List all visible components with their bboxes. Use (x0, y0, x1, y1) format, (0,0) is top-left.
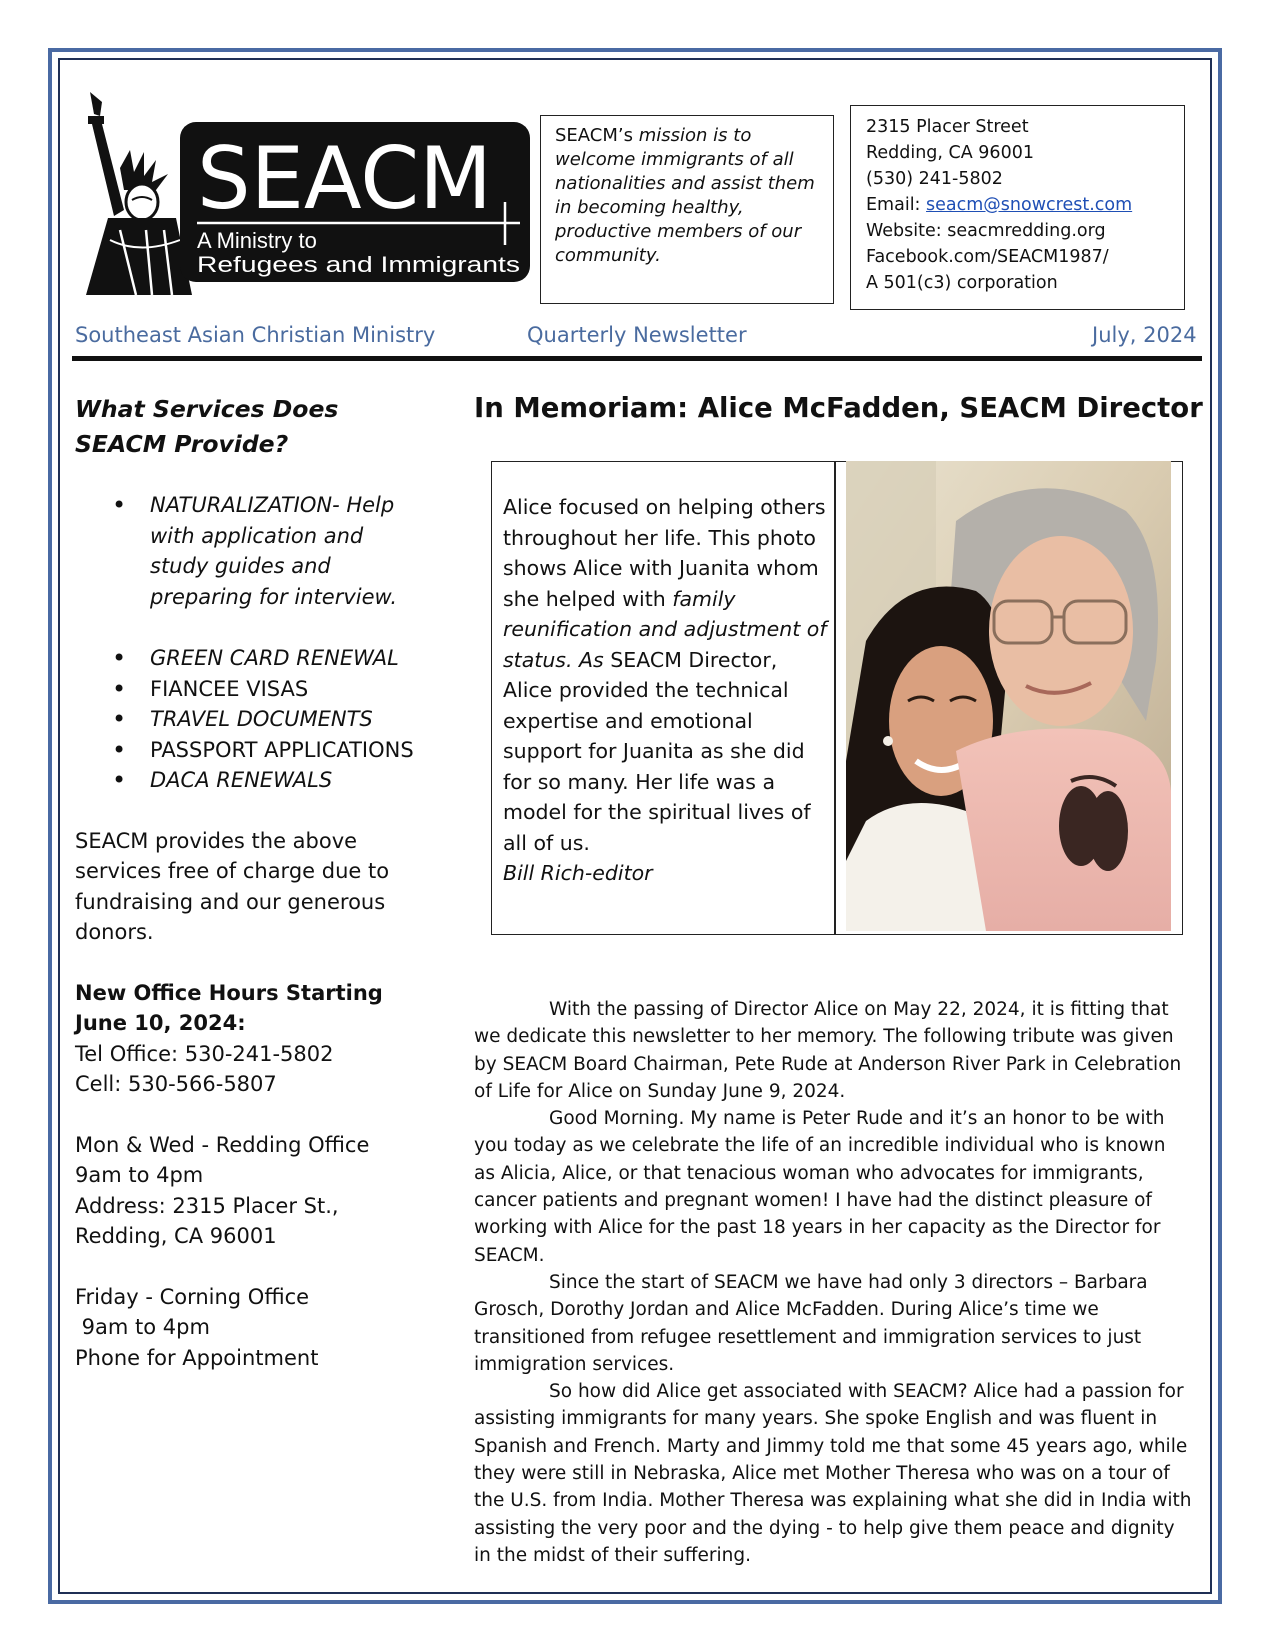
tribute-article (474, 996, 1192, 1569)
contact-box (850, 105, 1185, 310)
list-item: • PASSPORT APPLICATIONS (75, 735, 420, 766)
address-phone: (530) 241-5802 (866, 169, 1003, 189)
office-tel: Tel Office: 530-241-5802 (75, 1041, 334, 1066)
article-paragraph: Since the start of SEACM we have had only 3 directors – Barbara Grosch, Dorothy Jordan and Alice McFadden. During Alice’s time we transitioned from refugee resettlement and immigration services to just immigration services. (474, 1271, 1148, 1375)
mission-box (540, 115, 834, 304)
services-list (75, 490, 420, 796)
header-rule (72, 356, 1202, 361)
corning-days: Friday - Corning Office (75, 1284, 310, 1309)
memorial-divider (834, 461, 836, 935)
services-heading (75, 392, 420, 462)
services-heading-line2: SEACM Provide? (75, 430, 289, 458)
redding-time: 9am to 4pm (75, 1163, 204, 1187)
free-services-note: SEACM provides the above services free of charge due to fundraising and our generous donors. (75, 828, 390, 944)
photo-alice-and-juanita (846, 461, 1171, 931)
list-item: • TRAVEL DOCUMENTS (75, 704, 420, 735)
subheader-org: Southeast Asian Christian Ministry (75, 323, 436, 347)
address-street: 2315 Placer Street (866, 117, 1029, 137)
logo-tagline-line1: A Ministry to (197, 228, 317, 253)
caption-italic: family reunification and adjustment of status. As (503, 586, 827, 672)
list-item: • GREEN CARD RENEWAL (75, 643, 420, 674)
caption-part1: Alice focused on helping others throughout her life. This photo shows Alice with Juanita whom she helped with (503, 495, 826, 611)
list-item: • NATURALIZATION- Help with application and study guides and preparing for interview. (75, 490, 420, 612)
memorial-caption (503, 492, 833, 889)
logo-tagline-line2: Refugees and Immigrants (197, 252, 520, 277)
address-website: Website: seacmredding.org (866, 221, 1106, 241)
mission-lead: SEACM’s (555, 125, 633, 146)
statue-of-liberty-icon (86, 92, 192, 295)
logo-name: SEACM (197, 129, 492, 229)
memorial-title: In Memoriam: Alice McFadden, SEACM Director (474, 392, 1203, 424)
list-item: • DACA RENEWALS (75, 765, 420, 796)
left-column (75, 392, 420, 1373)
office-cell: Cell: 530-566-5807 (75, 1072, 277, 1096)
article-paragraph: So how did Alice get associated with SEACM? Alice had a passion for assisting immigrants for many years. She spoke English and was fluent in Spanish and French. Marty and Jimmy told me that some 45 years ago, while they were still in Nebraska, Alice met Mother Theresa who was on a tour of the U.S. from India. Mother Theresa was explaining what she did in India with assisting the very poor and the dying - to help give them peace and dignity in the midst of their suffering. (474, 1381, 1192, 1566)
editor-signature: Bill Rich-editor (503, 861, 653, 885)
corning-note: Phone for Appointment (75, 1345, 319, 1370)
mission-text: mission is to welcome immigrants of all nationalities and assist them in becoming healthy, productive members of our community. (555, 125, 815, 266)
redding-days: Mon & Wed - Redding Office (75, 1132, 370, 1157)
article-paragraph: With the passing of Director Alice on May 22, 2024, it is fitting that we dedicate this newsletter to her memory. The following tribute was given by SEACM Board Chairman, Pete Rude at Anderson River Park in Celebration of Life for Alice on Sunday June 9, 2024. (474, 999, 1182, 1102)
subheader-date: July, 2024 (1092, 323, 1197, 347)
list-item: • FIANCEE VISAS (75, 674, 420, 705)
article-paragraph: Good Morning. My name is Peter Rude and it’s an honor to be with you today as we celebrate the life of an incredible individual who is known as Alicia, Alice, or that tenacious woman who advocates for immigrants, cancer patients and pregnant women! I have had the distinct pleasure of working with Alice for the past 18 years in her capacity as the Director for SEACM. (474, 1108, 1166, 1266)
email-label: Email: (866, 195, 921, 215)
services-heading-line1: What Services Does (75, 395, 339, 423)
email-link[interactable]: seacm@snowcrest.com (926, 195, 1133, 215)
subheader-type: Quarterly Newsletter (527, 323, 747, 347)
address-corp: A 501(c3) corporation (866, 273, 1058, 293)
address-city: Redding, CA 96001 (866, 143, 1034, 163)
redding-address-2: Redding, CA 96001 (75, 1224, 277, 1248)
office-hours-heading: New Office Hours Starting June 10, 2024: (75, 980, 383, 1035)
caption-part2: SEACM Director, Alice provided the technical expertise and emotional support for Juanita as she did for so many. Her life was a model for the spiritual lives of all of us. (503, 647, 811, 855)
seacm-logo (80, 90, 530, 295)
redding-address-1: Address: 2315 Placer St., (75, 1193, 339, 1218)
address-facebook: Facebook.com/SEACM1987/ (866, 247, 1109, 267)
address-email-row (866, 192, 1169, 218)
corning-time: 9am to 4pm (75, 1315, 210, 1339)
